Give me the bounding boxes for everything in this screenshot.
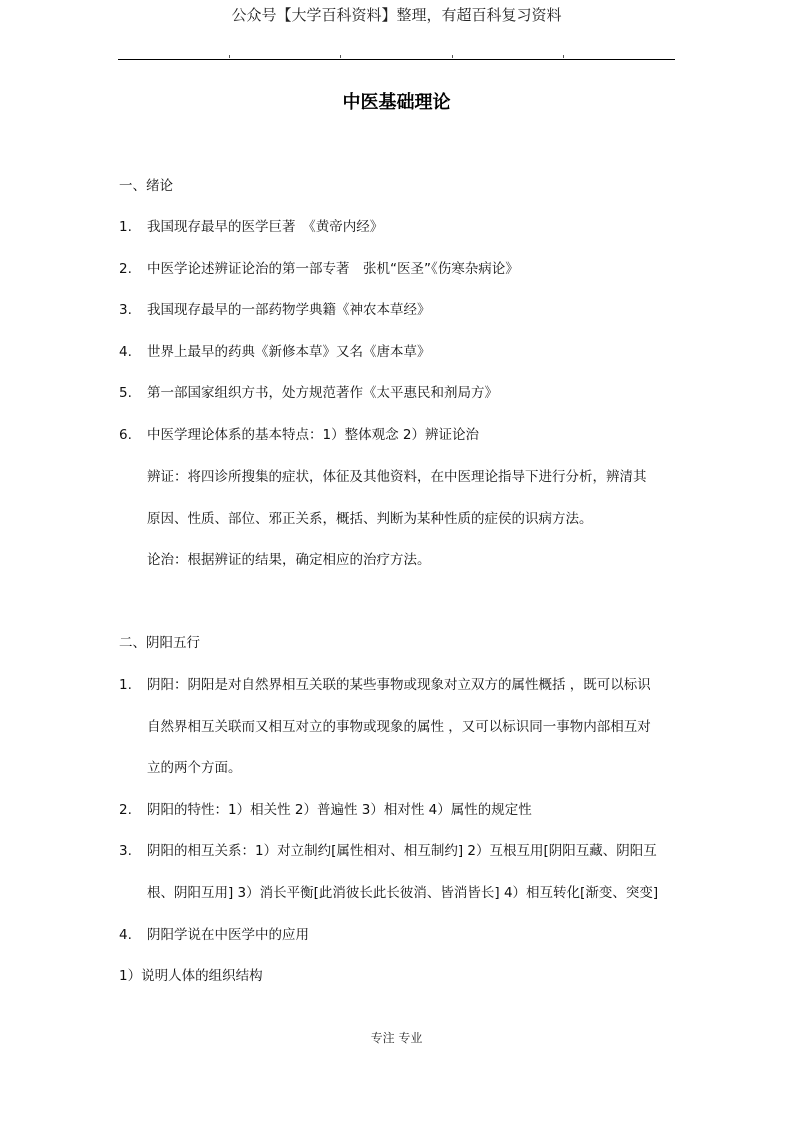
- list-item-text: 阴阳的特性：1）相关性 2）普遍性 3）相对性 4）属性的规定性: [147, 802, 532, 818]
- list-item-text: 世界上最早的药典《新修本草》又名《唐本草》: [147, 344, 431, 360]
- list-item-text: 中医学理论体系的基本特点：1）整体观念 2）辨证论治: [147, 427, 479, 443]
- rule-dot: [563, 55, 564, 58]
- bianzheng-definition-line: 辨证：将四诊所搜集的症状，体征及其他资料，在中医理论指导下进行分析，辨清其: [147, 469, 647, 485]
- list-item-text: 第一部国家组织方书，处方规范著作《太平惠民和剂局方》: [147, 385, 498, 401]
- lunzhi-definition: 论治：根据辨证的结果，确定相应的治疗方法。: [147, 552, 431, 568]
- list-number: 4.: [119, 344, 132, 360]
- list-item-text: 根、阴阳互用] 3）消长平衡[此消彼长此长彼消、皆消皆长] 4）相互转化[渐变、突变]: [147, 885, 659, 901]
- list-item-text: 阴阳学说在中医学中的应用: [147, 927, 309, 943]
- sub-item-text: 1）说明人体的组织结构: [119, 968, 263, 984]
- list-item-text: 阴阳：阴阳是对自然界相互关联的某些事物或现象对立双方的属性概括 ，既可以标识: [147, 677, 651, 693]
- list-number: 4.: [119, 927, 132, 943]
- page-footer: 专注 专业: [370, 1031, 423, 1045]
- list-item-text: 自然界相互关联而又相互对立的事物或现象的属性 ，又可以标识同一事物内部相互对: [147, 719, 651, 735]
- list-number: 6.: [119, 427, 132, 443]
- header-rule: [118, 59, 675, 60]
- list-number: 1.: [119, 677, 132, 693]
- bianzheng-definition-line: 原因、性质、部位、邪正关系，概括、判断为某种性质的症侯的识病方法。: [147, 511, 593, 527]
- list-number: 3.: [119, 302, 132, 318]
- section-heading-yinyang: 二、阴阳五行: [119, 635, 200, 651]
- list-item-text: 中医学论述辨证论治的第一部专著 张机“医圣”《伤寒杂病论》: [147, 261, 519, 277]
- list-number: 3.: [119, 843, 132, 859]
- list-number: 2.: [119, 802, 132, 818]
- list-item-text: 立的两个方面。: [147, 760, 242, 776]
- list-number: 1.: [119, 219, 132, 235]
- list-item-text: 我国现存最早的一部药物学典籍《神农本草经》: [147, 302, 431, 318]
- rule-dot: [340, 55, 341, 58]
- section-heading-intro: 一、绪论: [119, 178, 173, 194]
- list-number: 5.: [119, 385, 132, 401]
- page-header: 公众号【大学百科资料】整理，有超百科复习资料: [231, 6, 562, 24]
- list-item-text: 阴阳的相互关系：1）对立制约[属性相对、相互制约] 2）互根互用[阴阳互藏、阴阳互: [147, 843, 657, 859]
- list-item-text: 我国现存最早的医学巨著 《黄帝内经》: [147, 219, 384, 235]
- rule-dot: [452, 55, 453, 58]
- list-number: 2.: [119, 261, 132, 277]
- rule-dot: [229, 55, 230, 58]
- document-title: 中医基础理论: [342, 92, 451, 113]
